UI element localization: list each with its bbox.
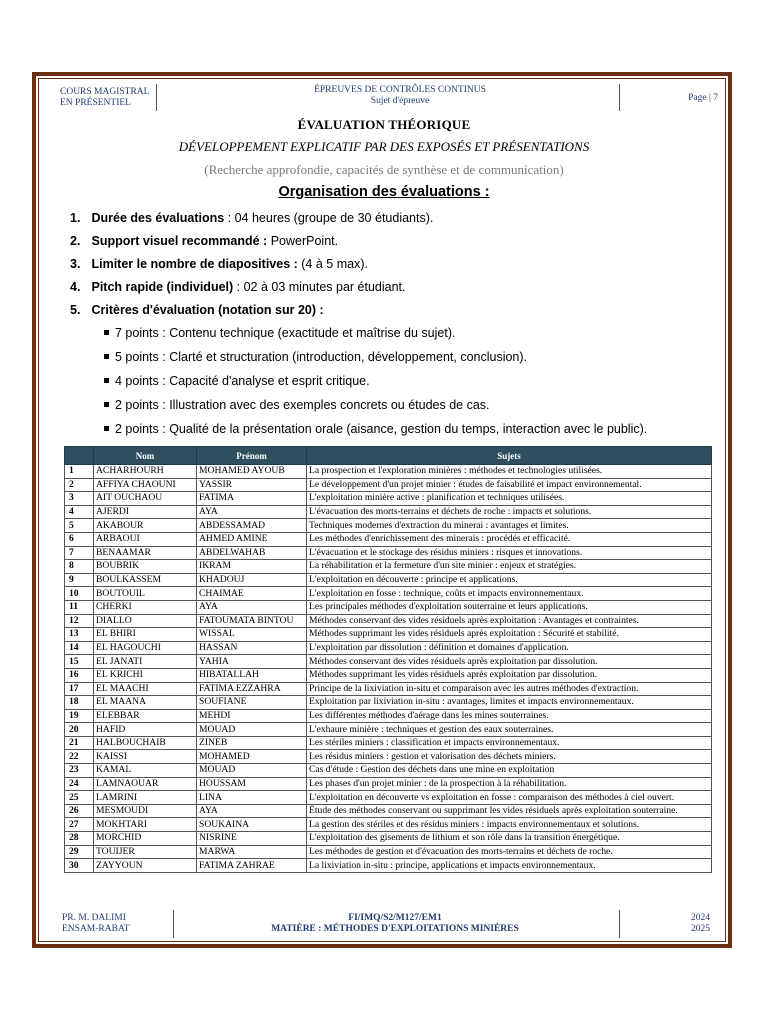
list-item (70, 253, 720, 276)
list-item-label: Critères d'évaluation (notation sur 20) : (91, 303, 324, 317)
header-course-type (60, 87, 156, 109)
table-row (65, 791, 712, 805)
student-prenom: HOUSSAM (197, 777, 307, 791)
list-item-number: 3. (70, 257, 81, 271)
student-prenom: ABDELWAHAB (197, 546, 307, 560)
subjects-table (64, 446, 712, 873)
list-item-value: : 02 à 03 minutes par étudiant. (233, 280, 406, 294)
row-number: 13 (65, 628, 94, 642)
student-nom: HALBOUCHAIB (94, 736, 197, 750)
student-sujet: L'exploitation par dissolution : définition et domaines d'application. (307, 641, 712, 655)
row-number: 19 (65, 709, 94, 723)
list-item-label: Support visuel recommandé : (91, 234, 268, 248)
student-nom: AFFIYA CHAOUNI (94, 478, 197, 492)
row-number: 3 (65, 492, 94, 506)
table-row (65, 764, 712, 778)
table-row (65, 532, 712, 546)
student-prenom: MOHAMED AYOUB (197, 465, 307, 479)
row-number: 17 (65, 682, 94, 696)
table-row (65, 628, 712, 642)
student-sujet: Les stériles miniers : classification et impacts environnementaux. (307, 736, 712, 750)
row-number: 14 (65, 641, 94, 655)
footer-divider-right (619, 910, 620, 938)
row-number: 9 (65, 573, 94, 587)
student-nom: LAMRINI (94, 791, 197, 805)
footer-academic-year (660, 913, 710, 935)
bullet-square-icon (104, 402, 109, 407)
list-item (70, 230, 720, 253)
table-row (65, 682, 712, 696)
student-prenom: MOUAD (197, 764, 307, 778)
header-divider-left (156, 84, 157, 111)
student-sujet: Étude des méthodes conservant ou supprimant les vides résiduels après exploitation souterraine. (307, 804, 712, 818)
student-prenom: FATIMA (197, 492, 307, 506)
list-item (70, 276, 720, 299)
row-number: 22 (65, 750, 94, 764)
student-sujet: L'exploitation des gisements de lithium et son rôle dans la transition énergétique. (307, 832, 712, 846)
table-row (65, 465, 712, 479)
row-number: 26 (65, 804, 94, 818)
header-center (230, 85, 570, 107)
header-center-line1: ÉPREUVES DE CONTRÔLES CONTINUS (314, 85, 486, 95)
footer-left-line2: ENSAM-RABAT (62, 924, 130, 934)
student-prenom: FATIMA EZZAHRA (197, 682, 307, 696)
footer-center (230, 913, 560, 935)
student-nom: KAISSI (94, 750, 197, 764)
student-nom: TOUIJER (94, 845, 197, 859)
row-number: 11 (65, 600, 94, 614)
table-header-row (65, 447, 712, 465)
page-number: Page | 7 (688, 93, 718, 103)
student-sujet: L'évacuation et le stockage des résidus miniers : risques et innovations. (307, 546, 712, 560)
footer-year2: 2025 (691, 924, 710, 934)
row-number: 30 (65, 859, 94, 873)
row-number: 21 (65, 736, 94, 750)
student-sujet: Principe de la lixiviation in-situ et comparaison avec les autres méthodes d'extraction. (307, 682, 712, 696)
list-item-value: (4 à 5 max). (297, 257, 368, 271)
row-number: 6 (65, 532, 94, 546)
table-row (65, 587, 712, 601)
table-row (65, 859, 712, 873)
student-nom: ELEBBAR (94, 709, 197, 723)
table-row (65, 600, 712, 614)
student-prenom: ABDESSAMAD (197, 519, 307, 533)
footer-author (62, 913, 162, 935)
criteria-item (104, 345, 724, 369)
table-row (65, 573, 712, 587)
table-row (65, 736, 712, 750)
row-number: 16 (65, 668, 94, 682)
student-nom: KAMAL (94, 764, 197, 778)
student-sujet: La prospection et l'exploration minières : méthodes et technologies utilisées. (307, 465, 712, 479)
table-row (65, 505, 712, 519)
student-nom: EL KRICHI (94, 668, 197, 682)
column-header-sujets: Sujets (307, 447, 712, 465)
student-nom: ZAYYOUN (94, 859, 197, 873)
row-number: 29 (65, 845, 94, 859)
list-item-value: PowerPoint. (267, 234, 339, 248)
header-left-line1: COURS MAGISTRAL (60, 87, 150, 97)
row-number: 12 (65, 614, 94, 628)
student-nom: EL JANATI (94, 655, 197, 669)
student-prenom: IKRAM (197, 560, 307, 574)
student-prenom: HIBATALLAH (197, 668, 307, 682)
criteria-text: 2 points : Qualité de la présentation orale (aisance, gestion du temps, interaction avec le public). (115, 422, 648, 436)
footer-center-line1: FI/IMQ/S2/M127/EM1 (348, 913, 442, 923)
row-number: 24 (65, 777, 94, 791)
row-number: 10 (65, 587, 94, 601)
student-prenom: NISRINE (197, 832, 307, 846)
table-row (65, 777, 712, 791)
student-sujet: Les résidus miniers : gestion et valorisation des déchets miniers. (307, 750, 712, 764)
list-item-label: Durée des évaluations (91, 211, 225, 225)
student-nom: ACHARHOURH (94, 465, 197, 479)
criteria-text: 5 points : Clarté et structuration (introduction, développement, conclusion). (115, 350, 528, 364)
student-prenom: AYA (197, 600, 307, 614)
student-prenom: KHADOUJ (197, 573, 307, 587)
student-prenom: AYA (197, 804, 307, 818)
table-row (65, 845, 712, 859)
list-item-number: 1. (70, 211, 81, 225)
organisation-list (70, 207, 720, 322)
row-number: 20 (65, 723, 94, 737)
row-number: 8 (65, 560, 94, 574)
page-subtitle: DÉVELOPPEMENT EXPLICATIF PAR DES EXPOSÉS ET PRÉSENTATIONS (178, 139, 590, 154)
student-sujet: Le développement d'un projet minier : études de faisabilité et impact environnemental. (307, 478, 712, 492)
student-prenom: LINA (197, 791, 307, 805)
student-nom: EL MAACHI (94, 682, 197, 696)
column-header-prenom: Prénom (197, 447, 307, 465)
row-number: 28 (65, 832, 94, 846)
student-nom: BENAAMAR (94, 546, 197, 560)
student-sujet: L'exploitation en découverte vs exploitation en fosse : comparaison des méthodes à ciel ouvert. (307, 791, 712, 805)
student-sujet: Les méthodes de gestion et d'évacuation des morts-terrains et déchets de roche. (307, 845, 712, 859)
bullet-square-icon (104, 426, 109, 431)
student-prenom: WISSAL (197, 628, 307, 642)
student-nom: AIT OUCHAOU (94, 492, 197, 506)
table-row (65, 492, 712, 506)
student-sujet: Les méthodes d'enrichissement des minerais : procédés et efficacité. (307, 532, 712, 546)
footer-center-line2: MATIÈRE : MÉTHODES D'EXPLOITATIONS MINIÈRES (271, 924, 519, 934)
header-center-line2: Sujet d'épreuve (370, 96, 430, 106)
header-left-line2: EN PRÉSENTIEL (60, 98, 131, 108)
row-number: 25 (65, 791, 94, 805)
bullet-square-icon (104, 378, 109, 383)
list-item-number: 4. (70, 280, 81, 294)
organisation-heading: Organisation des évaluations : (278, 184, 490, 200)
row-number: 27 (65, 818, 94, 832)
page-subsubtitle: (Recherche approfondie, capacités de synthèse et de communication) (204, 162, 564, 177)
student-sujet: L'exploitation minière active : planification et techniques utilisées. (307, 492, 712, 506)
student-sujet: Méthodes conservant des vides résiduels après exploitation : Avantages et contraintes. (307, 614, 712, 628)
table-row (65, 614, 712, 628)
table-row (65, 655, 712, 669)
row-number: 18 (65, 696, 94, 710)
page-title: ÉVALUATION THÉORIQUE (297, 117, 471, 132)
table-row (65, 818, 712, 832)
student-sujet: Les phases d'un projet minier : de la prospection à la réhabilitation. (307, 777, 712, 791)
student-nom: LAMNAOUAR (94, 777, 197, 791)
student-sujet: L'évacuation des morts-terrains et déchets de roche : impacts et solutions. (307, 505, 712, 519)
column-header-index (65, 447, 94, 465)
student-prenom: MOHAMED (197, 750, 307, 764)
student-nom: AJERDI (94, 505, 197, 519)
student-prenom: AHMED AMINE (197, 532, 307, 546)
student-nom: BOULKASSEM (94, 573, 197, 587)
student-prenom: YASSIR (197, 478, 307, 492)
list-item-number: 2. (70, 234, 81, 248)
table-row (65, 546, 712, 560)
table-row (65, 641, 712, 655)
table-row (65, 519, 712, 533)
student-sujet: La lixiviation in-situ : principe, applications et impacts environnementaux. (307, 859, 712, 873)
student-sujet: Méthodes supprimant les vides résiduels après exploitation par dissolution. (307, 668, 712, 682)
row-number: 2 (65, 478, 94, 492)
table-row (65, 668, 712, 682)
student-prenom: MOUAD (197, 723, 307, 737)
student-nom: DIALLO (94, 614, 197, 628)
bullet-square-icon (104, 354, 109, 359)
student-nom: ARBAOUI (94, 532, 197, 546)
footer-year1: 2024 (691, 913, 710, 923)
list-item-label: Pitch rapide (individuel) (91, 280, 234, 294)
column-header-nom: Nom (94, 447, 197, 465)
student-sujet: Les principales méthodes d'exploitation souterraine et leurs applications. (307, 600, 712, 614)
student-prenom: MARWA (197, 845, 307, 859)
row-number: 15 (65, 655, 94, 669)
student-prenom: HASSAN (197, 641, 307, 655)
student-nom: HAFID (94, 723, 197, 737)
student-nom: CHERKI (94, 600, 197, 614)
student-sujet: L'exhaure minière : techniques et gestion des eaux souterraines. (307, 723, 712, 737)
criteria-text: 4 points : Capacité d'analyse et esprit critique. (115, 374, 370, 388)
student-sujet: Cas d'étude : Gestion des déchets dans une mine en exploitation (307, 764, 712, 778)
table-row (65, 750, 712, 764)
student-sujet: Techniques modernes d'extraction du minerai : avantages et limites. (307, 519, 712, 533)
student-prenom: FATOUMATA BINTOU (197, 614, 307, 628)
header-divider-right (619, 84, 620, 111)
student-sujet: L'exploitation en découverte : principe et applications. (307, 573, 712, 587)
student-sujet: La gestion des stériles et des résidus miniers : impacts environnementaux et solutions. (307, 818, 712, 832)
bullet-square-icon (104, 330, 109, 335)
student-prenom: SOUKAINA (197, 818, 307, 832)
footer-left-line1: PR. M. DALIMI (62, 913, 126, 923)
list-item (70, 207, 720, 230)
student-nom: MORCHID (94, 832, 197, 846)
table-row (65, 832, 712, 846)
list-item-label: Limiter le nombre de diapositives : (91, 257, 298, 271)
row-number: 23 (65, 764, 94, 778)
table-body (65, 465, 712, 873)
student-sujet: Méthodes conservant des vides résiduels après exploitation par dissolution. (307, 655, 712, 669)
list-item-number: 5. (70, 303, 81, 317)
criteria-text: 7 points : Contenu technique (exactitude et maîtrise du sujet). (115, 326, 456, 340)
row-number: 1 (65, 465, 94, 479)
row-number: 7 (65, 546, 94, 560)
table-row (65, 804, 712, 818)
row-number: 4 (65, 505, 94, 519)
criteria-item (104, 369, 724, 393)
criteria-item (104, 321, 724, 345)
student-prenom: SOUFIANE (197, 696, 307, 710)
student-sujet: La réhabilitation et la fermeture d'un site minier : enjeux et stratégies. (307, 560, 712, 574)
student-sujet: L'exploitation en fosse : technique, coûts et impacts environnementaux. (307, 587, 712, 601)
student-nom: BOUTOUIL (94, 587, 197, 601)
student-nom: EL BHIRI (94, 628, 197, 642)
student-nom: AKABOUR (94, 519, 197, 533)
table-row (65, 709, 712, 723)
student-prenom: CHAIMAE (197, 587, 307, 601)
list-item-value: : 04 heures (groupe de 30 étudiants). (224, 211, 434, 225)
list-item (70, 299, 720, 322)
table-row (65, 723, 712, 737)
row-number: 5 (65, 519, 94, 533)
table-row (65, 696, 712, 710)
student-prenom: AYA (197, 505, 307, 519)
footer-divider-left (173, 910, 174, 938)
table-row (65, 478, 712, 492)
student-prenom: MEHDI (197, 709, 307, 723)
criteria-text: 2 points : Illustration avec des exemples concrets ou études de cas. (115, 398, 490, 412)
student-prenom: YAHIA (197, 655, 307, 669)
student-sujet: Méthodes supprimant les vides résiduels après exploitation : Sécurité et stabilité. (307, 628, 712, 642)
student-nom: BOUBRIK (94, 560, 197, 574)
student-prenom: ZINEB (197, 736, 307, 750)
student-nom: EL MAANA (94, 696, 197, 710)
table-row (65, 560, 712, 574)
student-nom: MESMOUDI (94, 804, 197, 818)
criteria-item (104, 393, 724, 417)
student-sujet: Les différentes méthodes d'aérage dans les mines souterraines. (307, 709, 712, 723)
student-nom: MOKHTARI (94, 818, 197, 832)
student-prenom: FATIMA ZAHRAE (197, 859, 307, 873)
criteria-item (104, 417, 724, 441)
student-nom: EL HAGOUCHI (94, 641, 197, 655)
criteria-list (104, 321, 724, 441)
student-sujet: Exploitation par lixiviation in-situ : avantages, limites et impacts environnementaux. (307, 696, 712, 710)
